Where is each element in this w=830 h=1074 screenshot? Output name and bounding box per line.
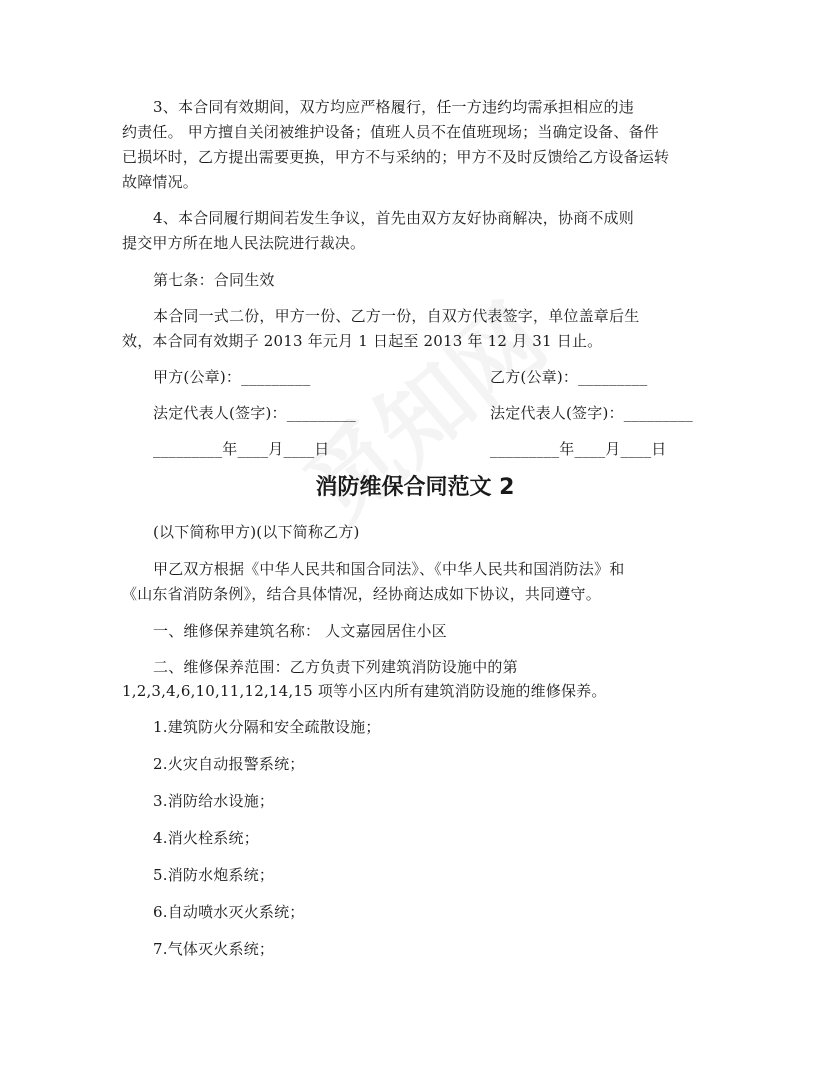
party-b-representative: 法定代表人(签字)：_________ <box>490 404 694 422</box>
list-item: 5.消防水炮系统； <box>153 866 275 884</box>
clause-3-line-2: 约责任。 甲方擅自关闭被维护设备；值班人员不在值班现场；当确定设备、备件 <box>122 123 659 141</box>
scope-line-2: 1,2,3,4,6,10,11,12,14,15 项等小区内所有建筑消防设施的维修保养。 <box>122 682 607 700</box>
parties-line: (以下简称甲方)(以下简称乙方) <box>153 523 360 541</box>
clause-4-line-1: 4、本合同履行期间若发生争议，首先由双方友好协商解决，协商不成则 <box>153 209 634 227</box>
clause-4-line-2: 提交甲方所在地人民法院进行裁决。 <box>122 234 366 252</box>
list-item: 7.气体灭火系统； <box>153 940 275 958</box>
document-2-title: 消防维保合同范文 2 <box>315 475 515 500</box>
party-a-representative: 法定代表人(签字)：_________ <box>153 404 357 422</box>
effect-line-2: 效，本合同有效期子 2013 年元月 1 日起至 2013 年 12 月 31 日止。 <box>122 332 603 350</box>
clause-3-line-3: 已损坏时，乙方提出需要更换，甲方不与采纳的；甲方不及时反馈给乙方设备运转 <box>122 148 670 166</box>
list-item: 2.火灾自动报警系统； <box>153 755 305 773</box>
list-item: 6.自动喷水灭火系统； <box>153 903 305 921</box>
building-name: 一、维修保养建筑名称： 人文嘉园居住小区 <box>153 622 447 640</box>
effect-line-1: 本合同一式二份，甲方一份、乙方一份，自双方代表签字，单位盖章后生 <box>153 307 640 325</box>
list-item: 4.消火栓系统； <box>153 829 259 847</box>
party-b-seal: 乙方(公章)：_________ <box>490 368 648 386</box>
scope-line-1: 二、维修保养范围：乙方负责下列建筑消防设施中的第 <box>153 658 518 676</box>
party-a-date: _________年____月____日 <box>153 440 330 458</box>
article-7-heading: 第七条：合同生效 <box>153 271 275 289</box>
clause-3-line-4: 故障情况。 <box>122 173 199 191</box>
clause-3-line-1: 3、本合同有效期间，双方均应严格履行，任一方违约均需承担相应的违 <box>153 98 634 116</box>
intro-line-1: 甲乙双方根据《中华人民共和国合同法》、《中华人民共和国消防法》和 <box>153 560 625 578</box>
party-b-date: _________年____月____日 <box>490 440 667 458</box>
intro-line-2: 《山东省消防条例》，结合具体情况，经协商达成如下协议，共同遵守。 <box>122 585 601 603</box>
list-item: 1.建筑防火分隔和安全疏散设施； <box>153 718 381 736</box>
list-item: 3.消防给水设施； <box>153 792 275 810</box>
party-a-seal: 甲方(公章)：_________ <box>153 368 311 386</box>
